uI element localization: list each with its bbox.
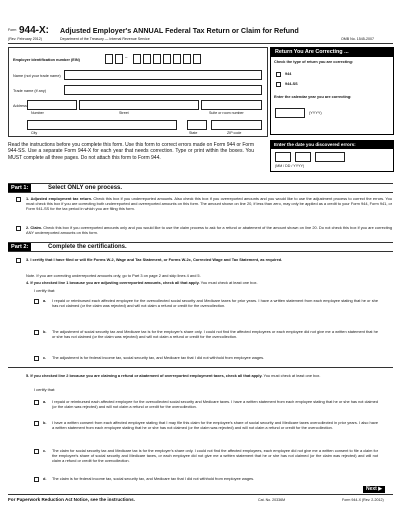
year-hint: (YYYY) bbox=[309, 111, 322, 115]
trade-name-input[interactable] bbox=[64, 85, 262, 95]
form-footer-id: Form 944-X (Rev. 2-2012) bbox=[342, 498, 384, 502]
line4a-text: I repaid or reimbursed each affected employee for the overcollected social security and Medicare taxes for prior years. I have a written statement from each employee stating that he or she has not claimed (or the claim was rejected) and will not claim a refund or credit for the overcollection. bbox=[52, 298, 378, 309]
address-sub-state: State bbox=[189, 131, 198, 135]
line1-bold: Adjusted employment tax return. bbox=[30, 196, 93, 201]
line4b-text: The adjustment of social security tax and Medicare tax is for the employer's share only. I could not find the affected employees or each employee did not give me a written statement that he or she has not claimed (or the claim was rejected) and will not claim a refund or credit for the overcollection. bbox=[52, 329, 378, 340]
part1-label: Part 1: bbox=[8, 184, 31, 192]
line4c-letter: c. bbox=[43, 355, 47, 360]
line5-certify: I certify that: bbox=[34, 387, 56, 392]
line2-num: 2. bbox=[26, 225, 30, 230]
line5c-text: The claim for social security tax and Medicare tax is for the employer's share only. I could not find the affected employees, each employee did not give me a written consent to file a claim for the employee's share of social security and Medicare taxes, or each employee did not give me a written statement that he or she has not claimed (or the claim was rejected) and will not claim a refund or credit for the overcollection. bbox=[52, 448, 378, 464]
check-type-label: Check the type of return you are correcting: bbox=[274, 60, 354, 64]
ein-field-1[interactable] bbox=[105, 54, 113, 64]
ein-label: Employer identification number (EIN) bbox=[13, 58, 80, 62]
form-prefix: Form bbox=[8, 28, 17, 32]
line5d-text: The claim is for federal income tax, social security tax, and Medicare tax that I did not withhold from employee wages. bbox=[52, 476, 255, 481]
ein-field-2[interactable] bbox=[115, 54, 123, 64]
line5a-letter: a. bbox=[43, 399, 47, 404]
return-correcting-panel bbox=[270, 47, 394, 135]
line5b-letter: b. bbox=[43, 420, 47, 425]
calendar-year-label: Enter the calendar year you are correcting: bbox=[274, 95, 352, 99]
line4a-letter: a. bbox=[43, 298, 47, 303]
part1-rule-bottom bbox=[8, 192, 393, 193]
line5a-text: I repaid or reimbursed each affected employee for the overcollected social security and Medicare taxes. I have a written statement from each employee stating that he or she has not claimed (or the claim was rejected) and will not claim a refund or credit for the overcollection. bbox=[52, 399, 378, 410]
line4-head: 4. If you checked line 1 because you are adjusting overreported amounts, check all that apply. bbox=[26, 280, 200, 285]
option-944-label: 944 bbox=[285, 72, 292, 76]
catalog-number: Cat. No. 20336M bbox=[258, 498, 286, 502]
option-944ss-label: 944-SS bbox=[285, 82, 298, 86]
trade-name-label: Trade name (if any) bbox=[13, 89, 46, 93]
line4-rule bbox=[8, 367, 393, 368]
checkbox-line5c[interactable] bbox=[34, 449, 39, 454]
employer-block bbox=[8, 47, 268, 137]
line2-body: Check this box if you overreported amounts only and you would like to use the claim process to ask for a refund or abatement of the amount shown on line 20. Do not check this box if you are correcting ANY underreported amounts on this form. bbox=[26, 225, 392, 236]
line1-body: Check this box if you underreported amounts. Also check this box if you overreported amounts and you would like to use the adjustment process to correct the errors. You must check this box if you are correcting both underreported and overreported amounts on this form. The amount shown on line 20, if less than zero, may only be applied as a credit to your Form 944, Form 941, or Form 941-SS for the tax period in which you are filing this form. bbox=[26, 196, 392, 212]
revision: (Rev. February 2012) bbox=[8, 37, 42, 41]
ein-field-9[interactable] bbox=[193, 54, 201, 64]
next-page-button[interactable]: Next ▶ bbox=[363, 486, 385, 493]
address-sub-street: Street bbox=[119, 111, 129, 115]
checkbox-line5d[interactable] bbox=[34, 477, 39, 482]
zip-input[interactable] bbox=[211, 120, 262, 130]
address-label: Address bbox=[13, 104, 27, 108]
ein-field-8[interactable] bbox=[183, 54, 191, 64]
header-rule bbox=[8, 43, 393, 44]
discovered-year-input[interactable] bbox=[315, 152, 345, 162]
line3-text: 3. I certify that I have filed or will file Forms W-2, Wage and Tax Statement, or Forms W-2c, Corrected Wage and Tax Statement, as required. bbox=[26, 257, 283, 262]
line5-head: 5. If you checked line 2 because you are claiming a refund or abatement of overreported employment taxes, check all that apply. bbox=[26, 373, 263, 378]
address-sub-number: Number bbox=[31, 111, 44, 115]
line4c-text: The adjustment is for federal income tax, social security tax, and Medicare tax that I did not withhold from employee wages. bbox=[52, 355, 265, 360]
checkbox-line4a[interactable] bbox=[34, 299, 39, 304]
name-input[interactable] bbox=[64, 70, 262, 80]
part2-title: Complete the certifications. bbox=[48, 244, 127, 250]
return-correcting-heading: Return You Are Correcting ... bbox=[271, 48, 394, 57]
form-header bbox=[8, 26, 393, 40]
form-title: Adjusted Employer's ANNUAL Federal Tax Return or Claim for Refund bbox=[60, 26, 299, 35]
line4-heading bbox=[26, 280, 392, 285]
department: Department of the Treasury — Internal Revenue Service bbox=[60, 37, 150, 41]
ein-field-6[interactable] bbox=[163, 54, 171, 64]
discovered-month-input[interactable] bbox=[275, 152, 291, 162]
line2-bold: Claim. bbox=[30, 225, 43, 230]
address-street-input[interactable] bbox=[79, 100, 199, 110]
address-sub-suite: Suite or room number bbox=[209, 111, 244, 115]
line5b-text: I have a written consent from each affected employee stating that I may file this claim for the employee's share of social security and Medicare taxes overcollected in prior years. I also have a written statement from each employee stating that he or she has not claimed (or the claim was rejected) and will not claim a refund or credit for the overcollection. bbox=[52, 420, 378, 431]
checkbox-line5b[interactable] bbox=[34, 421, 39, 426]
part1-title: Select ONLY one process. bbox=[48, 185, 123, 191]
part2-rule-bottom bbox=[8, 251, 393, 252]
ein-field-5[interactable] bbox=[153, 54, 161, 64]
address-number-input[interactable] bbox=[27, 100, 77, 110]
checkbox-line1[interactable] bbox=[16, 197, 21, 202]
form-number: 944-X: bbox=[19, 25, 50, 36]
part2-label: Part 2: bbox=[8, 243, 31, 251]
note-text: Note. If you are correcting underreported amounts only, go to Part 3 on page 2 and skip lines 4 and 5. bbox=[26, 273, 201, 278]
ein-field-3[interactable] bbox=[133, 54, 141, 64]
checkbox-line5a[interactable] bbox=[34, 400, 39, 405]
address-sub-city: City bbox=[31, 131, 38, 135]
calendar-year-input[interactable] bbox=[275, 108, 305, 118]
instructions-text: Read the instructions before you complete this form. Use this form to correct errors made on Form 944 or Form 944-SS. Use a separate Form 944-X for each year that needs correction. Type or print within the boxes. You MUST complete all three pages. Do not attach this form to Form 944. bbox=[8, 142, 254, 161]
checkbox-944[interactable] bbox=[276, 72, 281, 77]
line5d-letter: d. bbox=[43, 476, 47, 481]
date-discovered-label: Enter the date you discovered errors: bbox=[271, 141, 394, 149]
discovered-day-input[interactable] bbox=[295, 152, 311, 162]
address-suite-input[interactable] bbox=[201, 100, 262, 110]
date-hint: (MM / DD / YYYY) bbox=[275, 164, 305, 168]
checkbox-line4b[interactable] bbox=[34, 330, 39, 335]
checkbox-line3[interactable] bbox=[16, 258, 21, 263]
line1-text bbox=[26, 196, 392, 212]
line5-tail: You must check at least one box. bbox=[263, 373, 321, 378]
footer-rule bbox=[8, 494, 393, 495]
omb-number: OMB No. 1545-2007 bbox=[341, 37, 374, 41]
address-sub-zip: ZIP code bbox=[227, 131, 242, 135]
ein-field-4[interactable] bbox=[143, 54, 151, 64]
line5c-letter: c. bbox=[43, 448, 47, 453]
line4-certify: I certify that: bbox=[34, 288, 56, 293]
paperwork-notice: For Paperwork Reduction Act Notice, see the instructions. bbox=[8, 497, 135, 502]
checkbox-line4c[interactable] bbox=[34, 356, 39, 361]
checkbox-944ss[interactable] bbox=[276, 82, 281, 87]
line1-num: 1. bbox=[26, 196, 30, 201]
checkbox-line2[interactable] bbox=[16, 226, 21, 231]
city-input[interactable] bbox=[27, 120, 177, 130]
name-label: Name (not your trade name) bbox=[13, 74, 61, 78]
date-discovered-panel bbox=[270, 140, 394, 172]
state-input[interactable] bbox=[187, 120, 207, 130]
line5-heading bbox=[26, 373, 386, 378]
line4-tail: You must check at least one box. bbox=[200, 280, 258, 285]
ein-dash: – bbox=[125, 55, 128, 60]
line2-text bbox=[26, 225, 392, 235]
ein-field-7[interactable] bbox=[173, 54, 181, 64]
line4b-letter: b. bbox=[43, 329, 47, 334]
